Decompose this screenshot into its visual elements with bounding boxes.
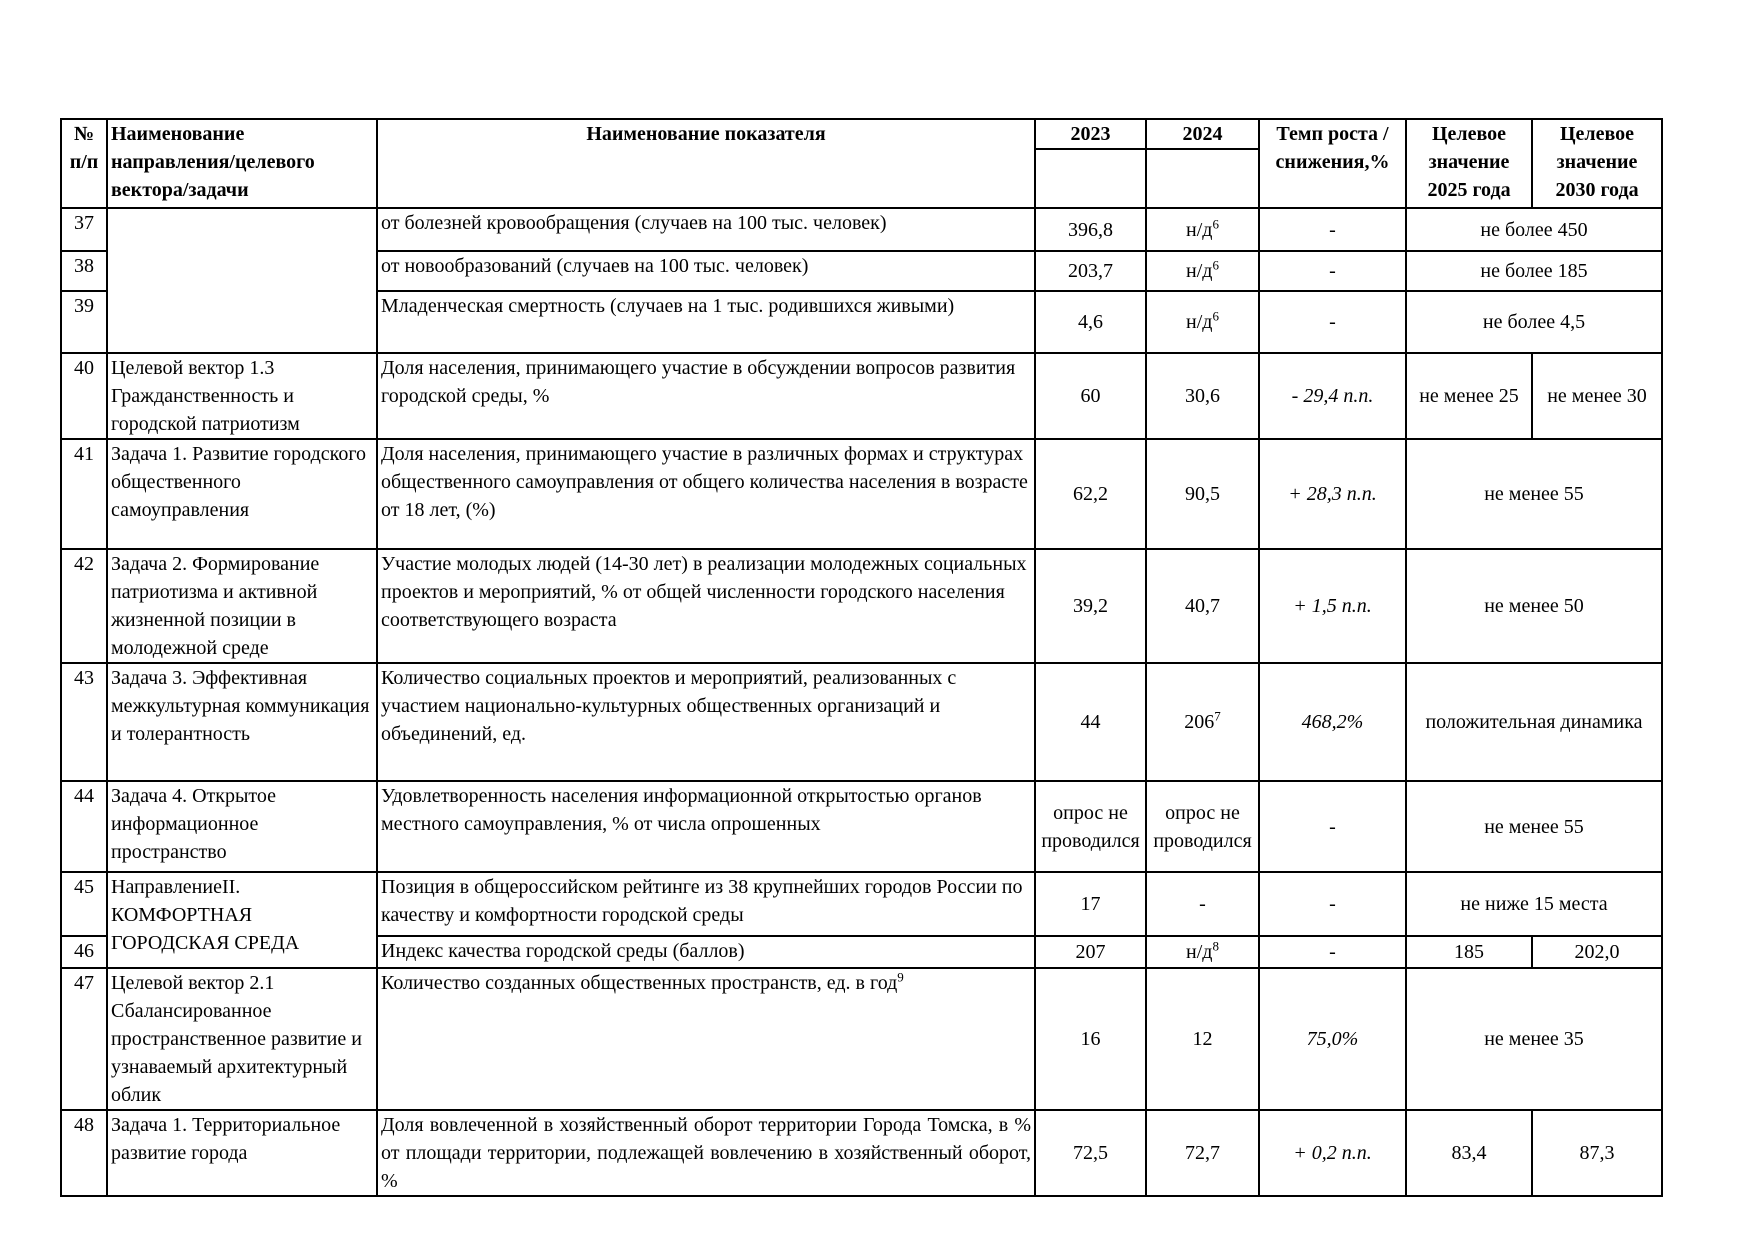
row-indicator: Доля населения, принимающего участие в различных формах и структурах общественного самоуправления от общего количества населения в возрасте от 18 лет, (%) — [377, 439, 1035, 549]
row-direction: Задача 1. Развитие городского общественного самоуправления — [107, 439, 377, 549]
row-2023: 17 — [1035, 872, 1146, 936]
row-growth: + 28,3 п.п. — [1259, 439, 1406, 549]
table-row — [61, 663, 1662, 781]
row-target: не более 450 — [1406, 208, 1662, 251]
table-row — [61, 872, 1662, 936]
row-target-2025: не менее 25 — [1406, 353, 1532, 439]
row-num: 48 — [61, 1110, 107, 1196]
table-row — [61, 781, 1662, 872]
table-row — [61, 208, 1662, 251]
row-num: 38 — [61, 251, 107, 291]
row-growth: 75,0% — [1259, 968, 1406, 1110]
row-growth: - 29,4 п.п. — [1259, 353, 1406, 439]
row-2023: 39,2 — [1035, 549, 1146, 663]
table-row — [61, 353, 1662, 439]
row-target-2030: 87,3 — [1532, 1110, 1662, 1196]
row-target: не менее 35 — [1406, 968, 1662, 1110]
row-2024: - — [1146, 872, 1259, 936]
row-indicator: Доля населения, принимающего участие в обсуждении вопросов развития городской среды, % — [377, 353, 1035, 439]
table-row — [61, 549, 1662, 663]
row-num: 43 — [61, 663, 107, 781]
row-num: 37 — [61, 208, 107, 251]
row-indicator: Позиция в общероссийском рейтинге из 38 крупнейших городов России по качеству и комфортности городской среды — [377, 872, 1035, 936]
row-2023: 62,2 — [1035, 439, 1146, 549]
table-row — [61, 1110, 1662, 1196]
row-num: 45 — [61, 872, 107, 936]
row-target: не ниже 15 места — [1406, 872, 1662, 936]
row-target: положительная динамика — [1406, 663, 1662, 781]
indicators-table — [60, 118, 1663, 1197]
row-target: не менее 55 — [1406, 781, 1662, 872]
row-direction: НаправлениеII. КОМФОРТНАЯ ГОРОДСКАЯ СРЕДА — [107, 872, 377, 968]
row-2024: 72,7 — [1146, 1110, 1259, 1196]
header-2024: 2024 — [1146, 119, 1259, 149]
header-2023-blank — [1035, 149, 1146, 208]
header-target-2030: Целевое значение 2030 года — [1532, 119, 1662, 208]
row-2023: опрос не проводился — [1035, 781, 1146, 872]
row-indicator: Количество социальных проектов и мероприятий, реализованных с участием национально-культурных общественных организаций и объединений, ед. — [377, 663, 1035, 781]
row-direction: Целевой вектор 2.1 Сбалансированное пространственное развитие и узнаваемый архитектурный облик — [107, 968, 377, 1110]
row-2023: 72,5 — [1035, 1110, 1146, 1196]
row-growth: - — [1259, 936, 1406, 968]
row-2023: 44 — [1035, 663, 1146, 781]
row-indicator: от новообразований (случаев на 100 тыс. человек) — [377, 251, 1035, 291]
row-growth: - — [1259, 872, 1406, 936]
header-direction: Наименование направления/целевого вектора/задачи — [107, 119, 377, 208]
row-2023: 396,8 — [1035, 208, 1146, 251]
header-num: № п/п — [61, 119, 107, 208]
row-2024: 90,5 — [1146, 439, 1259, 549]
row-num: 41 — [61, 439, 107, 549]
row-2023: 16 — [1035, 968, 1146, 1110]
row-2024: 40,7 — [1146, 549, 1259, 663]
row-num: 42 — [61, 549, 107, 663]
row-target: не более 4,5 — [1406, 291, 1662, 353]
row-num: 47 — [61, 968, 107, 1110]
row-direction: Задача 2. Формирование патриотизма и активной жизненной позиции в молодежной среде — [107, 549, 377, 663]
header-target-2025: Целевое значение 2025 года — [1406, 119, 1532, 208]
row-indicator: Индекс качества городской среды (баллов) — [377, 936, 1035, 968]
row-2024: 30,6 — [1146, 353, 1259, 439]
row-direction: Задача 1. Территориальное развитие города — [107, 1110, 377, 1196]
row-target-2030: не менее 30 — [1532, 353, 1662, 439]
row-num: 44 — [61, 781, 107, 872]
row-growth: 468,2% — [1259, 663, 1406, 781]
row-2024: $н/д^6$ — [1146, 291, 1259, 353]
row-growth: - — [1259, 251, 1406, 291]
row-target-2025: 185 — [1406, 936, 1532, 968]
row-growth: - — [1259, 291, 1406, 353]
row-2023: 207 — [1035, 936, 1146, 968]
row-indicator: Младенческая смертность (случаев на 1 тыс. родившихся живыми) — [377, 291, 1035, 353]
row-growth: - — [1259, 781, 1406, 872]
row-indicator: Участие молодых людей (14-30 лет) в реализации молодежных социальных проектов и мероприятий, % от общей численности городского населения соответствующего возраста — [377, 549, 1035, 663]
row-2023: 4,6 — [1035, 291, 1146, 353]
header-2024-blank — [1146, 149, 1259, 208]
row-2023: 60 — [1035, 353, 1146, 439]
row-target-2030: 202,0 — [1532, 936, 1662, 968]
row-growth: + 0,2 п.п. — [1259, 1110, 1406, 1196]
header-indicator: Наименование показателя — [377, 119, 1035, 208]
table-row — [61, 439, 1662, 549]
row-target: не менее 55 — [1406, 439, 1662, 549]
row-indicator: Количество созданных общественных пространств, ед. в год$^9$ — [377, 968, 1035, 1110]
row-indicator: от болезней кровообращения (случаев на 100 тыс. человек) — [377, 208, 1035, 251]
header-row — [61, 119, 1662, 149]
row-2024: $н/д^6$ — [1146, 251, 1259, 291]
row-2024: $н/д^6$ — [1146, 208, 1259, 251]
row-2023: 203,7 — [1035, 251, 1146, 291]
row-target: не более 185 — [1406, 251, 1662, 291]
row-2024: $н/д^8$ — [1146, 936, 1259, 968]
row-direction — [107, 208, 377, 353]
row-indicator: Удовлетворенность населения информационной открытостью органов местного самоуправления, % от числа опрошенных — [377, 781, 1035, 872]
row-direction: Целевой вектор 1.3 Гражданственность и городской патриотизм — [107, 353, 377, 439]
row-direction: Задача 3. Эффективная межкультурная коммуникация и толерантность — [107, 663, 377, 781]
row-indicator: Доля вовлеченной в хозяйственный оборот территории Города Томска, в % от площади территории, подлежащей вовлечению в хозяйственный оборот, % — [377, 1110, 1035, 1196]
row-growth: + 1,5 п.п. — [1259, 549, 1406, 663]
row-2024: опрос не проводился — [1146, 781, 1259, 872]
header-growth: Темп роста / снижения,% — [1259, 119, 1406, 208]
table-row — [61, 968, 1662, 1110]
row-num: 46 — [61, 936, 107, 968]
row-target: не менее 50 — [1406, 549, 1662, 663]
row-2024: 12 — [1146, 968, 1259, 1110]
row-2024: $206^7$ — [1146, 663, 1259, 781]
row-growth: - — [1259, 208, 1406, 251]
row-num: 39 — [61, 291, 107, 353]
row-num: 40 — [61, 353, 107, 439]
row-target-2025: 83,4 — [1406, 1110, 1532, 1196]
row-direction: Задача 4. Открытое информационное пространство — [107, 781, 377, 872]
header-2023: 2023 — [1035, 119, 1146, 149]
